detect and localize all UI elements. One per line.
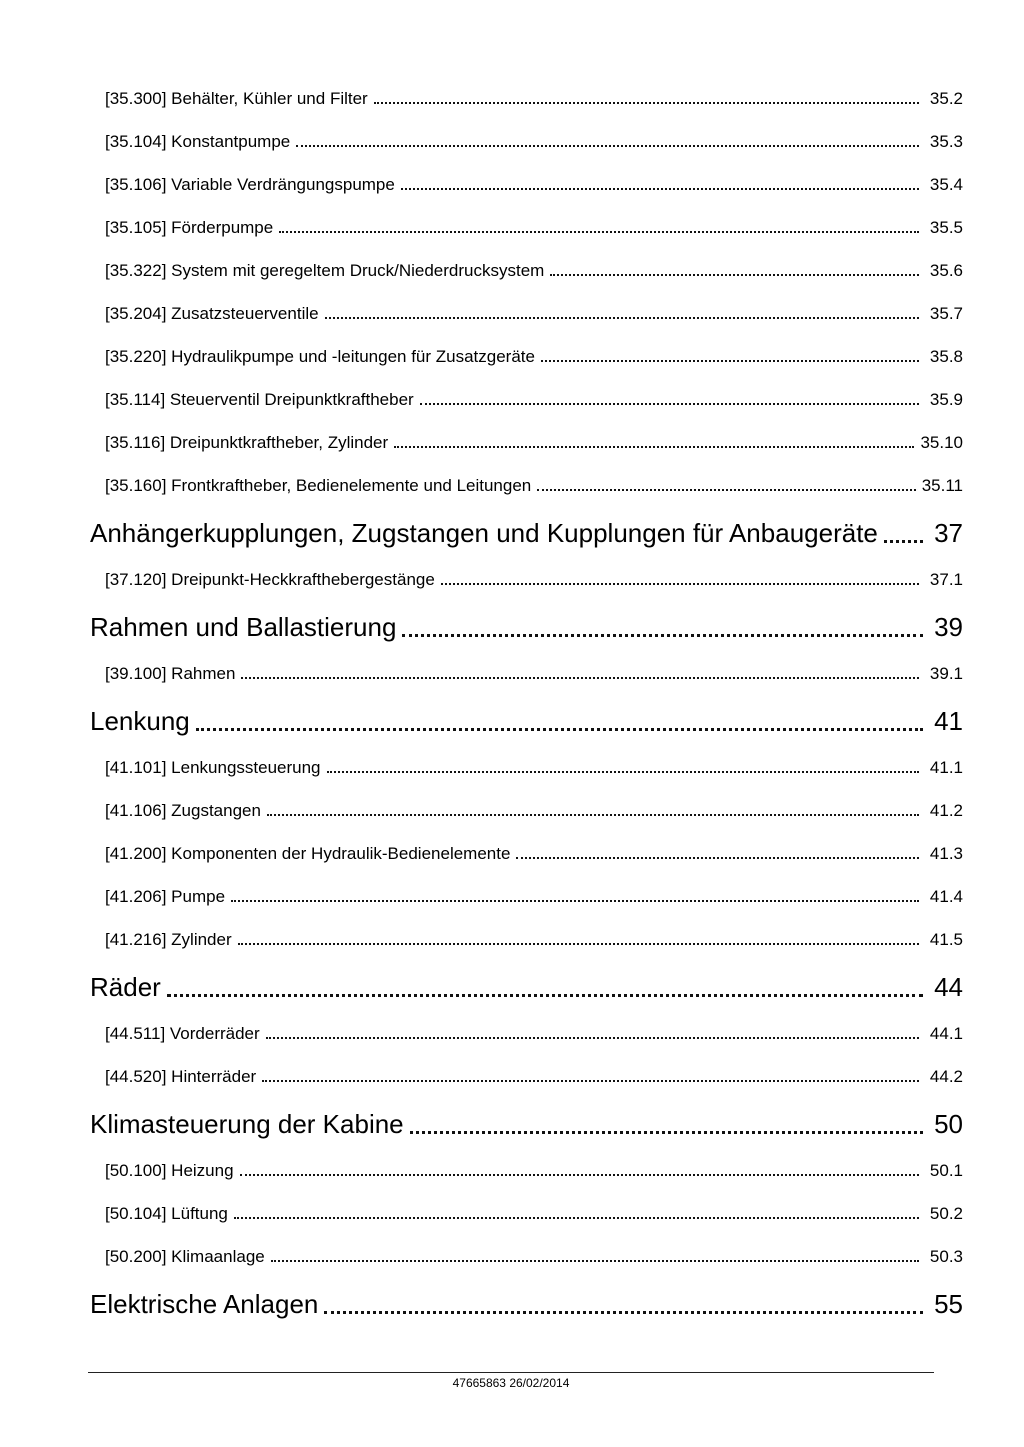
toc-entry-label: [50.100] Heizung (105, 1161, 234, 1180)
dot-leader (231, 900, 919, 902)
toc-section-row (90, 843, 963, 864)
toc-entry-label: [39.100] Rahmen (105, 664, 236, 683)
toc-section-row (90, 663, 963, 684)
toc-section-row (90, 88, 963, 109)
toc-section-row (90, 800, 963, 821)
toc-entry-page: 50 (934, 1109, 963, 1139)
toc-entry-label: [37.120] Dreipunkt-Heckkrafthebergestänge (105, 570, 435, 589)
dot-leader (262, 1080, 919, 1082)
toc-entry-page: 39 (934, 612, 963, 642)
toc-entry-label: [35.104] Konstantpumpe (105, 132, 291, 151)
toc-section-row (90, 569, 963, 590)
toc-section-row (90, 432, 963, 453)
toc-section-row (90, 475, 963, 496)
toc-section-row (90, 1066, 963, 1087)
toc-entry-page: 50.1 (929, 1161, 963, 1180)
toc-entry-page: 44 (934, 972, 963, 1002)
toc-entry-label: [44.520] Hinterräder (105, 1067, 257, 1086)
toc-entry-page: 35.5 (929, 218, 963, 237)
dot-leader (296, 145, 919, 147)
toc-entry-label: [41.200] Komponenten der Hydraulik-Bedienelemente (105, 844, 511, 863)
toc-list (90, 88, 963, 1340)
toc-chapter-row (90, 612, 963, 643)
dot-leader (884, 540, 923, 543)
footer-text: 47665863 26/02/2014 (452, 1376, 570, 1390)
dot-leader (516, 857, 919, 859)
page-footer (88, 1372, 934, 1390)
dot-leader (241, 677, 919, 679)
toc-section-row (90, 1023, 963, 1044)
dot-leader (266, 1037, 919, 1039)
toc-entry-label: [50.104] Lüftung (105, 1204, 228, 1223)
dot-leader (410, 1131, 923, 1134)
toc-chapter-row (90, 706, 963, 737)
toc-entry-label: [41.206] Pumpe (105, 887, 226, 906)
toc-entry-label: [35.160] Frontkraftheber, Bedienelemente und Leitungen (105, 476, 532, 495)
dot-leader (374, 102, 919, 104)
toc-entry-label: [35.220] Hydraulikpumpe und -leitungen für Zusatzgeräte (105, 347, 535, 366)
toc-entry-label: [41.106] Zugstangen (105, 801, 261, 820)
toc-entry-page: 35.2 (929, 89, 963, 108)
toc-entry-label: [35.114] Steuerventil Dreipunktkraftheber (105, 390, 414, 409)
toc-section-row (90, 346, 963, 367)
toc-entry-page: 50.3 (929, 1247, 963, 1266)
toc-entry-label: [35.105] Förderpumpe (105, 218, 274, 237)
dot-leader (279, 231, 919, 233)
toc-entry-label: [41.101] Lenkungssteuerung (105, 758, 321, 777)
dot-leader (327, 771, 919, 773)
dot-leader (537, 489, 915, 491)
toc-entry-page: 41.3 (929, 844, 963, 863)
toc-entry-label: Rahmen und Ballastierung (90, 612, 397, 642)
dot-leader (325, 317, 919, 319)
toc-section-row (90, 174, 963, 195)
dot-leader (267, 814, 919, 816)
toc-entry-label: Anhängerkupplungen, Zugstangen und Kupplungen für Anbaugeräte (90, 518, 878, 548)
dot-leader (324, 1311, 923, 1314)
toc-entry-page: 41.2 (929, 801, 963, 820)
dot-leader (550, 274, 919, 276)
dot-leader (541, 360, 919, 362)
toc-entry-label: [35.116] Dreipunktkraftheber, Zylinder (105, 433, 389, 452)
toc-entry-page: 41.5 (929, 930, 963, 949)
toc-entry-label: Elektrische Anlagen (90, 1289, 319, 1319)
toc-section-row (90, 929, 963, 950)
dot-leader (394, 446, 914, 448)
toc-entry-page: 35.4 (929, 175, 963, 194)
dot-leader (196, 728, 923, 731)
dot-leader (240, 1174, 919, 1176)
toc-chapter-row (90, 518, 963, 549)
toc-chapter-row (90, 972, 963, 1003)
toc-entry-page: 41 (934, 706, 963, 736)
toc-entry-label: [35.300] Behälter, Kühler und Filter (105, 89, 368, 108)
toc-entry-page: 37.1 (929, 570, 963, 589)
dot-leader (402, 634, 923, 637)
toc-entry-label: [35.204] Zusatzsteuerventile (105, 304, 319, 323)
toc-entry-page: 44.2 (929, 1067, 963, 1086)
toc-section-row (90, 1160, 963, 1181)
toc-entry-page: 41.1 (929, 758, 963, 777)
toc-entry-page: 41.4 (929, 887, 963, 906)
toc-chapter-row (90, 1289, 963, 1320)
toc-entry-label: [50.200] Klimaanlage (105, 1247, 265, 1266)
toc-entry-page: 35.8 (929, 347, 963, 366)
toc-chapter-row (90, 1109, 963, 1140)
toc-section-row (90, 131, 963, 152)
toc-section-row (90, 303, 963, 324)
dot-leader (234, 1217, 919, 1219)
toc-entry-page: 44.1 (929, 1024, 963, 1043)
toc-entry-page: 35.7 (929, 304, 963, 323)
dot-leader (238, 943, 919, 945)
toc-entry-label: [35.322] System mit geregeltem Druck/Niederdrucksystem (105, 261, 545, 280)
toc-entry-page: 35.3 (929, 132, 963, 151)
dot-leader (441, 583, 919, 585)
toc-entry-label: [41.216] Zylinder (105, 930, 232, 949)
toc-section-row (90, 886, 963, 907)
toc-entry-page: 50.2 (929, 1204, 963, 1223)
toc-entry-page: 39.1 (929, 664, 963, 683)
toc-entry-label: Klimasteuerung der Kabine (90, 1109, 404, 1139)
toc-section-row (90, 757, 963, 778)
toc-entry-page: 35.10 (920, 433, 963, 452)
toc-entry-label: Räder (90, 972, 161, 1002)
dot-leader (271, 1260, 919, 1262)
toc-entry-page: 37 (934, 518, 963, 548)
dot-leader (401, 188, 919, 190)
toc-entry-label: Lenkung (90, 706, 190, 736)
dot-leader (167, 994, 923, 997)
dot-leader (420, 403, 919, 405)
toc-entry-label: [35.106] Variable Verdrängungspumpe (105, 175, 395, 194)
toc-entry-page: 35.6 (929, 261, 963, 280)
toc-section-row (90, 389, 963, 410)
toc-section-row (90, 1246, 963, 1267)
toc-entry-page: 55 (934, 1289, 963, 1319)
toc-section-row (90, 217, 963, 238)
toc-entry-label: [44.511] Vorderräder (105, 1024, 260, 1043)
toc-entry-page: 35.11 (921, 476, 963, 495)
toc-section-row (90, 260, 963, 281)
toc-entry-page: 35.9 (929, 390, 963, 409)
toc-section-row (90, 1203, 963, 1224)
